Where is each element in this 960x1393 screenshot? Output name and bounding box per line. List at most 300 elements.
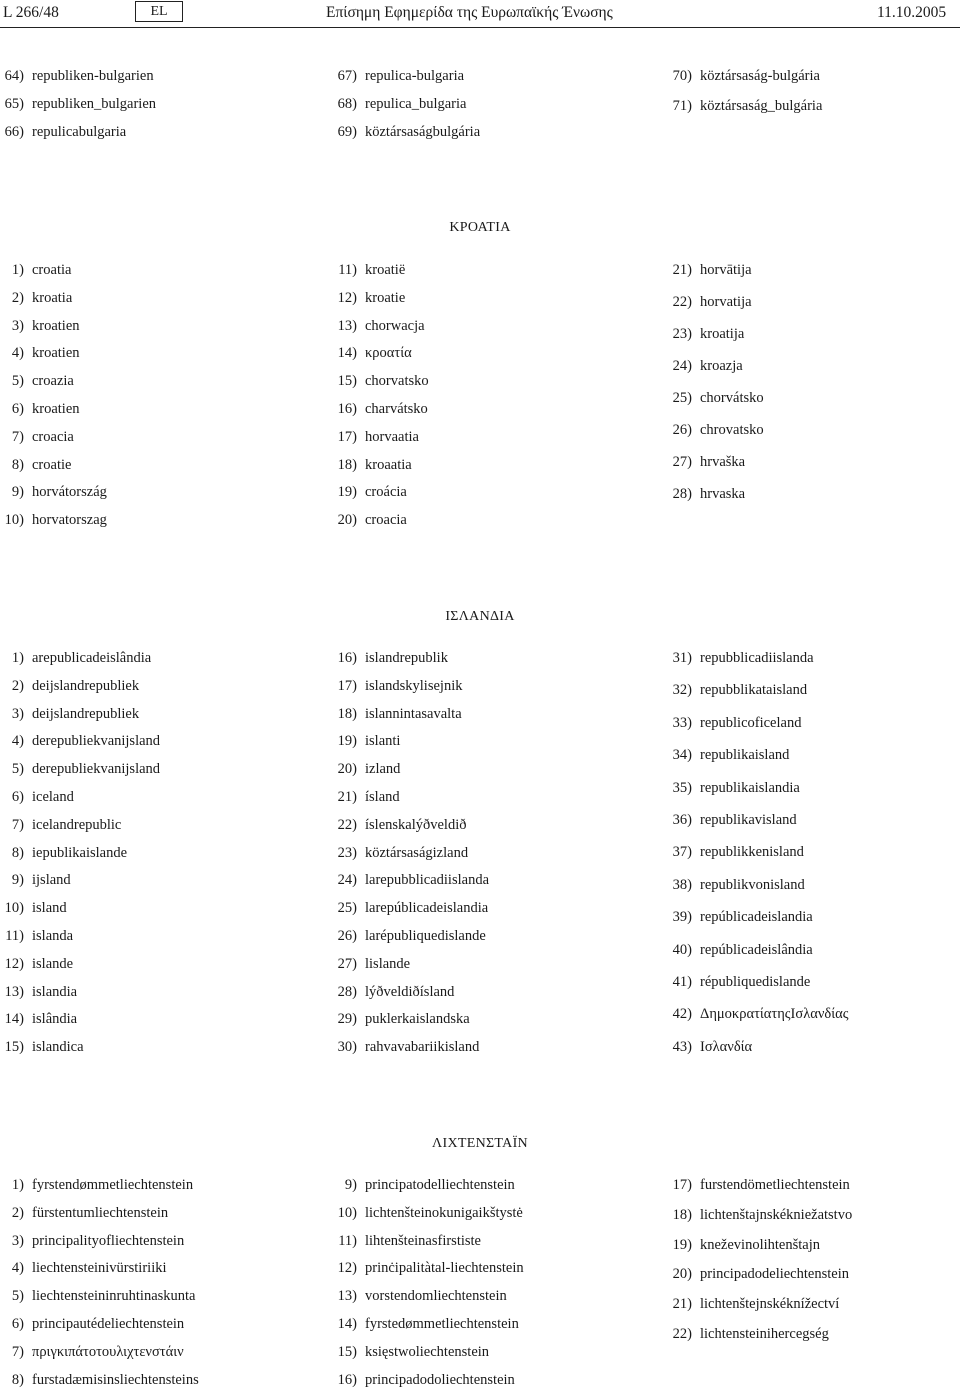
item-number: 9)	[11, 872, 24, 889]
item-number: 3)	[11, 1232, 24, 1249]
item-text: fyrstendømmetliechtenstein	[32, 1177, 194, 1193]
item-text: islannintasavalta	[365, 705, 462, 722]
item-text: horvātija	[700, 262, 752, 278]
item-number: 21)	[672, 1296, 692, 1313]
item-text: derepubliekvanijsland	[32, 733, 161, 750]
list-item	[0, 512, 107, 529]
item-text: charvátsko	[365, 401, 428, 417]
list-item	[0, 1260, 167, 1277]
item-text: repúblicadeislândia	[700, 941, 813, 958]
item-text: republikvonisland	[700, 876, 805, 893]
item-number: 25)	[672, 390, 692, 406]
item-number: 11)	[5, 928, 24, 944]
item-text: kroatie	[365, 289, 406, 306]
list-item	[663, 390, 764, 407]
item-text: repulica_bulgaria	[365, 96, 467, 112]
list-item	[0, 956, 73, 973]
list-item	[663, 909, 813, 926]
list-item	[328, 1344, 489, 1361]
item-number: 28)	[672, 486, 692, 502]
list-item	[663, 1006, 848, 1023]
item-text: repulicabulgaria	[32, 124, 127, 140]
item-number: 5)	[11, 1288, 24, 1305]
item-text: repulica-bulgaria	[365, 68, 465, 84]
item-number: 15)	[337, 1343, 357, 1360]
item-number: 71)	[672, 98, 692, 114]
item-number: 37)	[672, 844, 692, 861]
list-item	[0, 789, 74, 806]
item-text: principautédeliechtenstein	[32, 1316, 185, 1332]
item-number: 20)	[672, 1266, 692, 1283]
list-item	[0, 401, 80, 418]
list-item	[0, 1177, 193, 1194]
list-item	[0, 373, 74, 390]
item-number: 27)	[337, 955, 357, 972]
list-item	[0, 290, 72, 307]
list-item	[663, 262, 752, 279]
list-item	[328, 318, 425, 335]
item-text: deijslandrepubliek	[32, 677, 140, 694]
item-text: republiken-bulgarien	[32, 68, 154, 84]
list-item	[663, 454, 745, 471]
item-text: icelandrepublic	[32, 816, 122, 833]
item-number: 14)	[337, 345, 357, 362]
item-text: kroatië	[365, 262, 406, 278]
section-title: ΚΡΟΑΤΙΑ	[449, 220, 511, 235]
item-text: larepúblicadeislandia	[365, 900, 489, 917]
item-number: 25)	[337, 900, 357, 917]
item-text: hrvaska	[700, 486, 746, 502]
list-item	[328, 68, 464, 85]
item-text: lichtenšteinokunigaikštystė	[365, 1204, 523, 1221]
list-item	[0, 817, 121, 834]
item-text: larépubliquedislande	[365, 928, 486, 944]
item-text: izland	[365, 761, 401, 778]
list-item	[0, 761, 160, 778]
item-text: islandica	[32, 1039, 84, 1056]
list-item	[663, 1207, 852, 1224]
list-item	[328, 429, 419, 446]
list-item	[328, 733, 400, 750]
list-item	[663, 98, 822, 115]
item-text: chrovatsko	[700, 422, 764, 438]
item-text: islandskylisejnik	[365, 677, 463, 694]
list-item	[0, 429, 74, 446]
item-number: 32)	[672, 682, 692, 699]
item-number: 5)	[11, 373, 24, 390]
list-item	[328, 900, 488, 917]
list-item	[663, 812, 797, 829]
item-text: prinċipalitàtal-liechtenstein	[365, 1260, 524, 1277]
item-number: 15)	[4, 1039, 24, 1056]
item-number: 6)	[11, 1316, 24, 1332]
item-number: 33)	[672, 714, 692, 731]
item-text: íslenskalýðveldið	[365, 816, 467, 833]
list-item	[328, 845, 468, 862]
language-code-box: EL	[135, 1, 183, 22]
item-text: liechtensteinivürstiriiki	[32, 1260, 167, 1277]
item-number: 21)	[337, 789, 357, 805]
list-item	[663, 942, 813, 959]
item-text: iceland	[32, 789, 74, 805]
item-text: ísland	[365, 789, 400, 805]
item-number: 22)	[337, 816, 357, 833]
list-item	[0, 845, 127, 862]
item-text: puklerkaislandska	[365, 1011, 470, 1028]
item-text: fürstentumliechtenstein	[32, 1204, 169, 1221]
item-text: furstendömetliechtenstein	[700, 1177, 850, 1193]
item-text: republikaisland	[700, 747, 790, 764]
item-number: 16)	[337, 1371, 357, 1388]
item-text: horvátország	[32, 484, 107, 501]
list-item	[0, 872, 71, 889]
item-text: kroatien	[32, 345, 80, 362]
item-text: vorstendomliechtenstein	[365, 1288, 507, 1305]
item-number: 1)	[11, 650, 24, 666]
item-number: 16)	[337, 401, 357, 417]
item-text: croacia	[365, 512, 407, 529]
item-text: principadodeliechtenstein	[700, 1266, 849, 1283]
item-text: kroatien	[32, 401, 80, 417]
item-number: 2)	[11, 677, 24, 694]
item-number: 35)	[672, 779, 692, 796]
item-number: 17)	[337, 428, 357, 445]
item-text: köztársaság-bulgária	[700, 68, 820, 84]
item-number: 9)	[11, 484, 24, 501]
list-item	[328, 484, 407, 501]
list-item	[328, 706, 462, 723]
item-text: lichtenštejnskéknížectví	[700, 1296, 840, 1313]
item-number: 1)	[11, 1177, 24, 1193]
item-number: 11)	[338, 262, 357, 278]
item-number: 29)	[337, 1011, 357, 1028]
list-item	[0, 1039, 84, 1056]
list-item	[0, 262, 71, 279]
item-number: 2)	[11, 289, 24, 306]
item-number: 68)	[337, 96, 357, 112]
item-number: 4)	[11, 1260, 24, 1277]
item-number: 10)	[4, 900, 24, 917]
list-item	[328, 761, 400, 778]
item-number: 17)	[672, 1177, 692, 1193]
item-text: principalityofliechtenstein	[32, 1232, 185, 1249]
item-number: 14)	[4, 1011, 24, 1028]
item-text: island	[32, 900, 67, 917]
item-text: principatodelliechtenstein	[365, 1177, 515, 1193]
item-text: kroazja	[700, 358, 743, 374]
item-number: 14)	[337, 1316, 357, 1332]
item-number: 18)	[672, 1206, 692, 1223]
list-item	[0, 1372, 199, 1389]
item-text: lislande	[365, 955, 411, 972]
item-text: ΔημοκρατίατηςΙσλανδίας	[700, 1006, 849, 1023]
item-text: liechtensteininruhtinaskunta	[32, 1288, 196, 1305]
list-item	[0, 1316, 184, 1333]
item-number: 28)	[337, 983, 357, 1000]
item-number: 40)	[672, 941, 692, 958]
list-item	[328, 984, 454, 1001]
item-number: 64)	[4, 68, 24, 84]
item-text: principadodoliechtenstein	[365, 1371, 515, 1388]
list-item	[663, 1296, 839, 1313]
item-text: lihtenšteinasfirstiste	[365, 1232, 481, 1249]
item-number: 23)	[337, 844, 357, 861]
list-item	[328, 872, 489, 889]
item-number: 12)	[337, 1260, 357, 1277]
list-item	[328, 650, 448, 667]
item-number: 34)	[672, 747, 692, 764]
page-header	[0, 0, 960, 26]
list-item	[328, 1372, 515, 1389]
item-number: 36)	[672, 812, 692, 828]
list-item	[0, 96, 156, 113]
item-text: derepubliekvanijsland	[32, 761, 161, 778]
list-item	[663, 974, 810, 991]
item-number: 31)	[672, 650, 692, 666]
list-item	[0, 650, 151, 667]
item-number: 17)	[337, 677, 357, 694]
item-text: kroatija	[700, 326, 745, 342]
item-number: 8)	[11, 456, 24, 473]
list-item	[328, 1316, 519, 1333]
item-number: 19)	[337, 484, 357, 501]
list-item	[328, 457, 412, 474]
item-number: 24)	[337, 872, 357, 889]
list-item	[328, 1288, 507, 1305]
item-text: horvaatia	[365, 428, 419, 445]
item-text: kneževinolihtenštajn	[700, 1236, 820, 1253]
item-text: repúblicadeislandia	[700, 909, 813, 926]
item-number: 24)	[672, 358, 692, 374]
publication-date: 11.10.2005	[877, 4, 947, 21]
item-text: repubblicadiislanda	[700, 650, 814, 666]
item-text: islande	[32, 955, 74, 972]
item-text: croacia	[32, 428, 74, 445]
item-text: κροατία	[365, 345, 412, 362]
item-number: 65)	[4, 96, 24, 112]
item-number: 4)	[11, 733, 24, 750]
list-item	[663, 358, 743, 375]
list-item	[663, 1266, 849, 1283]
list-item	[328, 262, 405, 279]
journal-title: Επίσημη Εφημερίδα της Ευρωπαϊκής Ένωσης	[326, 4, 613, 21]
list-item	[663, 1237, 820, 1254]
list-item	[0, 900, 67, 917]
item-text: köztársaságbulgária	[365, 124, 481, 140]
item-number: 13)	[337, 317, 357, 334]
list-item	[663, 650, 814, 667]
list-item	[328, 789, 400, 806]
item-number: 18)	[337, 456, 357, 473]
item-number: 41)	[672, 974, 692, 990]
item-number: 20)	[337, 761, 357, 778]
item-text: kroaatia	[365, 456, 412, 473]
item-text: islandrepublik	[365, 650, 448, 666]
list-item	[663, 1326, 829, 1343]
list-item	[663, 422, 764, 439]
item-number: 19)	[672, 1236, 692, 1253]
item-number: 2)	[11, 1204, 24, 1221]
item-number: 6)	[11, 789, 24, 805]
list-item	[328, 124, 480, 141]
item-number: 21)	[672, 262, 692, 278]
header-rule	[0, 27, 960, 28]
item-text: fyrstedømmetliechtenstein	[365, 1316, 519, 1332]
item-text: Ισλανδία	[700, 1038, 753, 1055]
list-item	[0, 1011, 77, 1028]
item-text: lichtenštajnskékniežatstvo	[700, 1206, 853, 1223]
list-item	[328, 1205, 523, 1222]
item-number: 13)	[337, 1288, 357, 1305]
item-number: 19)	[337, 733, 357, 750]
item-number: 8)	[11, 1371, 24, 1388]
list-item	[328, 1177, 515, 1194]
item-text: kroatia	[32, 289, 73, 306]
item-text: croazia	[32, 373, 74, 390]
item-number: 16)	[337, 650, 357, 666]
list-item	[0, 706, 139, 723]
item-number: 9)	[344, 1177, 357, 1193]
list-item	[0, 124, 126, 141]
list-item	[663, 486, 745, 503]
list-item	[663, 715, 801, 732]
item-number: 15)	[337, 373, 357, 390]
list-item	[663, 294, 752, 311]
list-item	[328, 373, 429, 390]
list-item	[0, 484, 107, 501]
item-number: 7)	[11, 428, 24, 445]
item-text: horvatija	[700, 294, 752, 310]
list-item	[663, 682, 807, 699]
list-item	[328, 678, 462, 695]
item-text: horvatorszag	[32, 512, 107, 529]
list-item	[663, 326, 744, 343]
item-number: 26)	[672, 422, 692, 438]
item-text: croatie	[32, 456, 72, 473]
list-item	[328, 512, 407, 529]
item-text: chorvatsko	[365, 373, 429, 390]
item-text: chorwacja	[365, 317, 425, 334]
item-text: köztársaság_bulgária	[700, 98, 823, 114]
item-number: 8)	[11, 844, 24, 861]
item-number: 23)	[672, 326, 692, 342]
item-text: köztársaságizland	[365, 844, 469, 861]
item-text: πριγκιπάτοτουλιχτενστάιν	[32, 1343, 184, 1360]
list-item	[328, 817, 467, 834]
item-text: républiquedislande	[700, 974, 811, 990]
list-item	[0, 984, 77, 1001]
list-item	[328, 1039, 479, 1056]
list-item	[328, 928, 486, 945]
list-item	[0, 318, 80, 335]
item-number: 66)	[4, 124, 24, 140]
item-text: ijsland	[32, 872, 71, 889]
item-text: hrvaška	[700, 454, 746, 470]
item-text: chorvátsko	[700, 390, 764, 406]
item-text: islanti	[365, 733, 401, 750]
item-text: croatia	[32, 262, 72, 278]
item-number: 26)	[337, 928, 357, 944]
item-text: iepublikaislande	[32, 844, 128, 861]
item-number: 27)	[672, 454, 692, 470]
item-number: 18)	[337, 705, 357, 722]
page-reference: L 266/48	[3, 4, 59, 21]
item-text: arepublicadeislândia	[32, 650, 152, 666]
list-item	[0, 1233, 184, 1250]
item-number: 43)	[672, 1038, 692, 1055]
list-item	[0, 457, 71, 474]
list-item	[328, 1233, 481, 1250]
item-number: 20)	[337, 512, 357, 529]
list-item	[663, 68, 820, 85]
list-item	[0, 1344, 184, 1361]
item-number: 10)	[4, 512, 24, 529]
item-number: 3)	[11, 317, 24, 334]
section-title: ΙΣΛΑΝΔΙΑ	[445, 609, 515, 624]
item-number: 3)	[11, 705, 24, 722]
item-text: kroatien	[32, 317, 80, 334]
list-item	[663, 1177, 850, 1194]
item-text: rahvavabariikisland	[365, 1039, 480, 1056]
item-number: 1)	[11, 262, 24, 278]
list-item	[328, 345, 412, 362]
item-number: 42)	[672, 1006, 692, 1023]
list-item	[0, 928, 73, 945]
item-text: islanda	[32, 928, 74, 944]
list-item	[0, 1288, 196, 1305]
item-number: 69)	[337, 124, 357, 140]
item-text: republiken_bulgarien	[32, 96, 157, 112]
item-text: deijslandrepubliek	[32, 705, 140, 722]
item-text: furstadæmisinsliechtensteins	[32, 1371, 199, 1388]
list-item	[0, 345, 80, 362]
list-item	[328, 1260, 524, 1277]
item-number: 10)	[337, 1204, 357, 1221]
item-text: republicoficeland	[700, 714, 802, 731]
item-number: 5)	[11, 761, 24, 778]
item-number: 30)	[337, 1039, 357, 1056]
item-number: 22)	[672, 294, 692, 310]
list-item	[328, 956, 410, 973]
list-item	[663, 877, 805, 894]
item-number: 70)	[672, 68, 692, 84]
item-number: 7)	[11, 816, 24, 833]
item-text: republikaislandia	[700, 779, 800, 796]
list-item	[0, 1205, 168, 1222]
item-text: lýðveldiðísland	[365, 983, 455, 1000]
list-item	[0, 678, 139, 695]
item-number: 11)	[338, 1232, 357, 1249]
item-text: republikavisland	[700, 812, 797, 828]
item-text: księstwoliechtenstein	[365, 1343, 490, 1360]
item-number: 4)	[11, 345, 24, 362]
list-item	[0, 733, 160, 750]
list-item	[328, 1011, 470, 1028]
item-number: 12)	[337, 289, 357, 306]
item-text: larepubblicadiislanda	[365, 872, 490, 889]
item-text: republikkenisland	[700, 844, 804, 861]
list-item	[663, 780, 800, 797]
item-text: lichtensteinihercegség	[700, 1326, 829, 1342]
list-item	[328, 96, 466, 113]
item-number: 22)	[672, 1326, 692, 1342]
item-number: 67)	[337, 68, 357, 84]
list-item	[0, 68, 154, 85]
item-text: croácia	[365, 484, 407, 501]
item-number: 6)	[11, 401, 24, 417]
item-number: 39)	[672, 909, 692, 926]
section-title: ΛΙΧΤΕΝΣΤΑΪΝ	[432, 1136, 528, 1151]
